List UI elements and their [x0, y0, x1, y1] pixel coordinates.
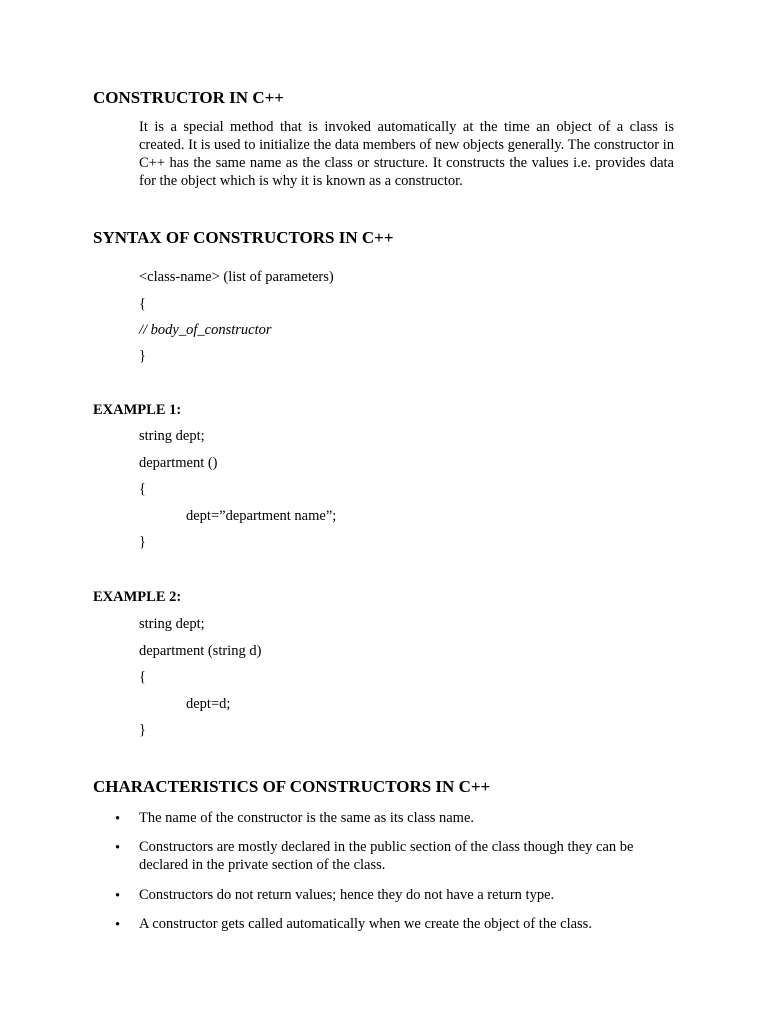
section-heading-constructor: CONSTRUCTOR IN C++	[93, 88, 284, 107]
section-heading-characteristics: CHARACTERISTICS OF CONSTRUCTORS IN C++	[93, 777, 491, 796]
bullet-icon: •	[115, 811, 121, 827]
list-item: Constructors do not return values; hence they do not have a return type.	[139, 887, 555, 903]
bullet-icon: •	[115, 840, 121, 856]
example-1-label: EXAMPLE 1:	[93, 402, 182, 418]
list-item: A constructor gets called automatically when we create the object of the class.	[139, 916, 592, 932]
example-2-line: dept=d;	[186, 696, 231, 712]
example-2-line: string dept;	[139, 616, 205, 632]
example-1-line: }	[139, 534, 146, 550]
example-2-label: EXAMPLE 2:	[93, 589, 182, 605]
syntax-line: <class-name> (list of parameters)	[139, 269, 334, 285]
example-1-line: string dept;	[139, 428, 205, 444]
section-heading-syntax: SYNTAX OF CONSTRUCTORS IN C++	[93, 228, 394, 247]
list-item: Constructors are mostly declared in the public section of the class though they can be declared in the private section of the class.	[139, 839, 634, 873]
example-2-line: department (string d)	[139, 643, 262, 659]
bullet-icon: •	[115, 888, 121, 904]
example-2-line: {	[139, 669, 146, 685]
example-2-line: }	[139, 722, 146, 738]
list-item: The name of the constructor is the same as its class name.	[139, 810, 475, 826]
syntax-line: {	[139, 296, 146, 312]
constructor-description: It is a special method that is invoked automatically at the time an object of a class is created. It is used to initialize the data members of new objects generally. The constructor in C++ has the same name as the class or structure. It constructs the values i.e. provides data for the object which is why it is known as a constructor.	[139, 119, 674, 189]
example-1-line: dept=”department name”;	[186, 508, 337, 524]
bullet-icon: •	[115, 917, 121, 933]
example-1-line: {	[139, 481, 146, 497]
syntax-comment-line: // body_of_constructor	[139, 322, 272, 338]
example-1-line: department ()	[139, 455, 218, 471]
syntax-line: }	[139, 348, 146, 364]
